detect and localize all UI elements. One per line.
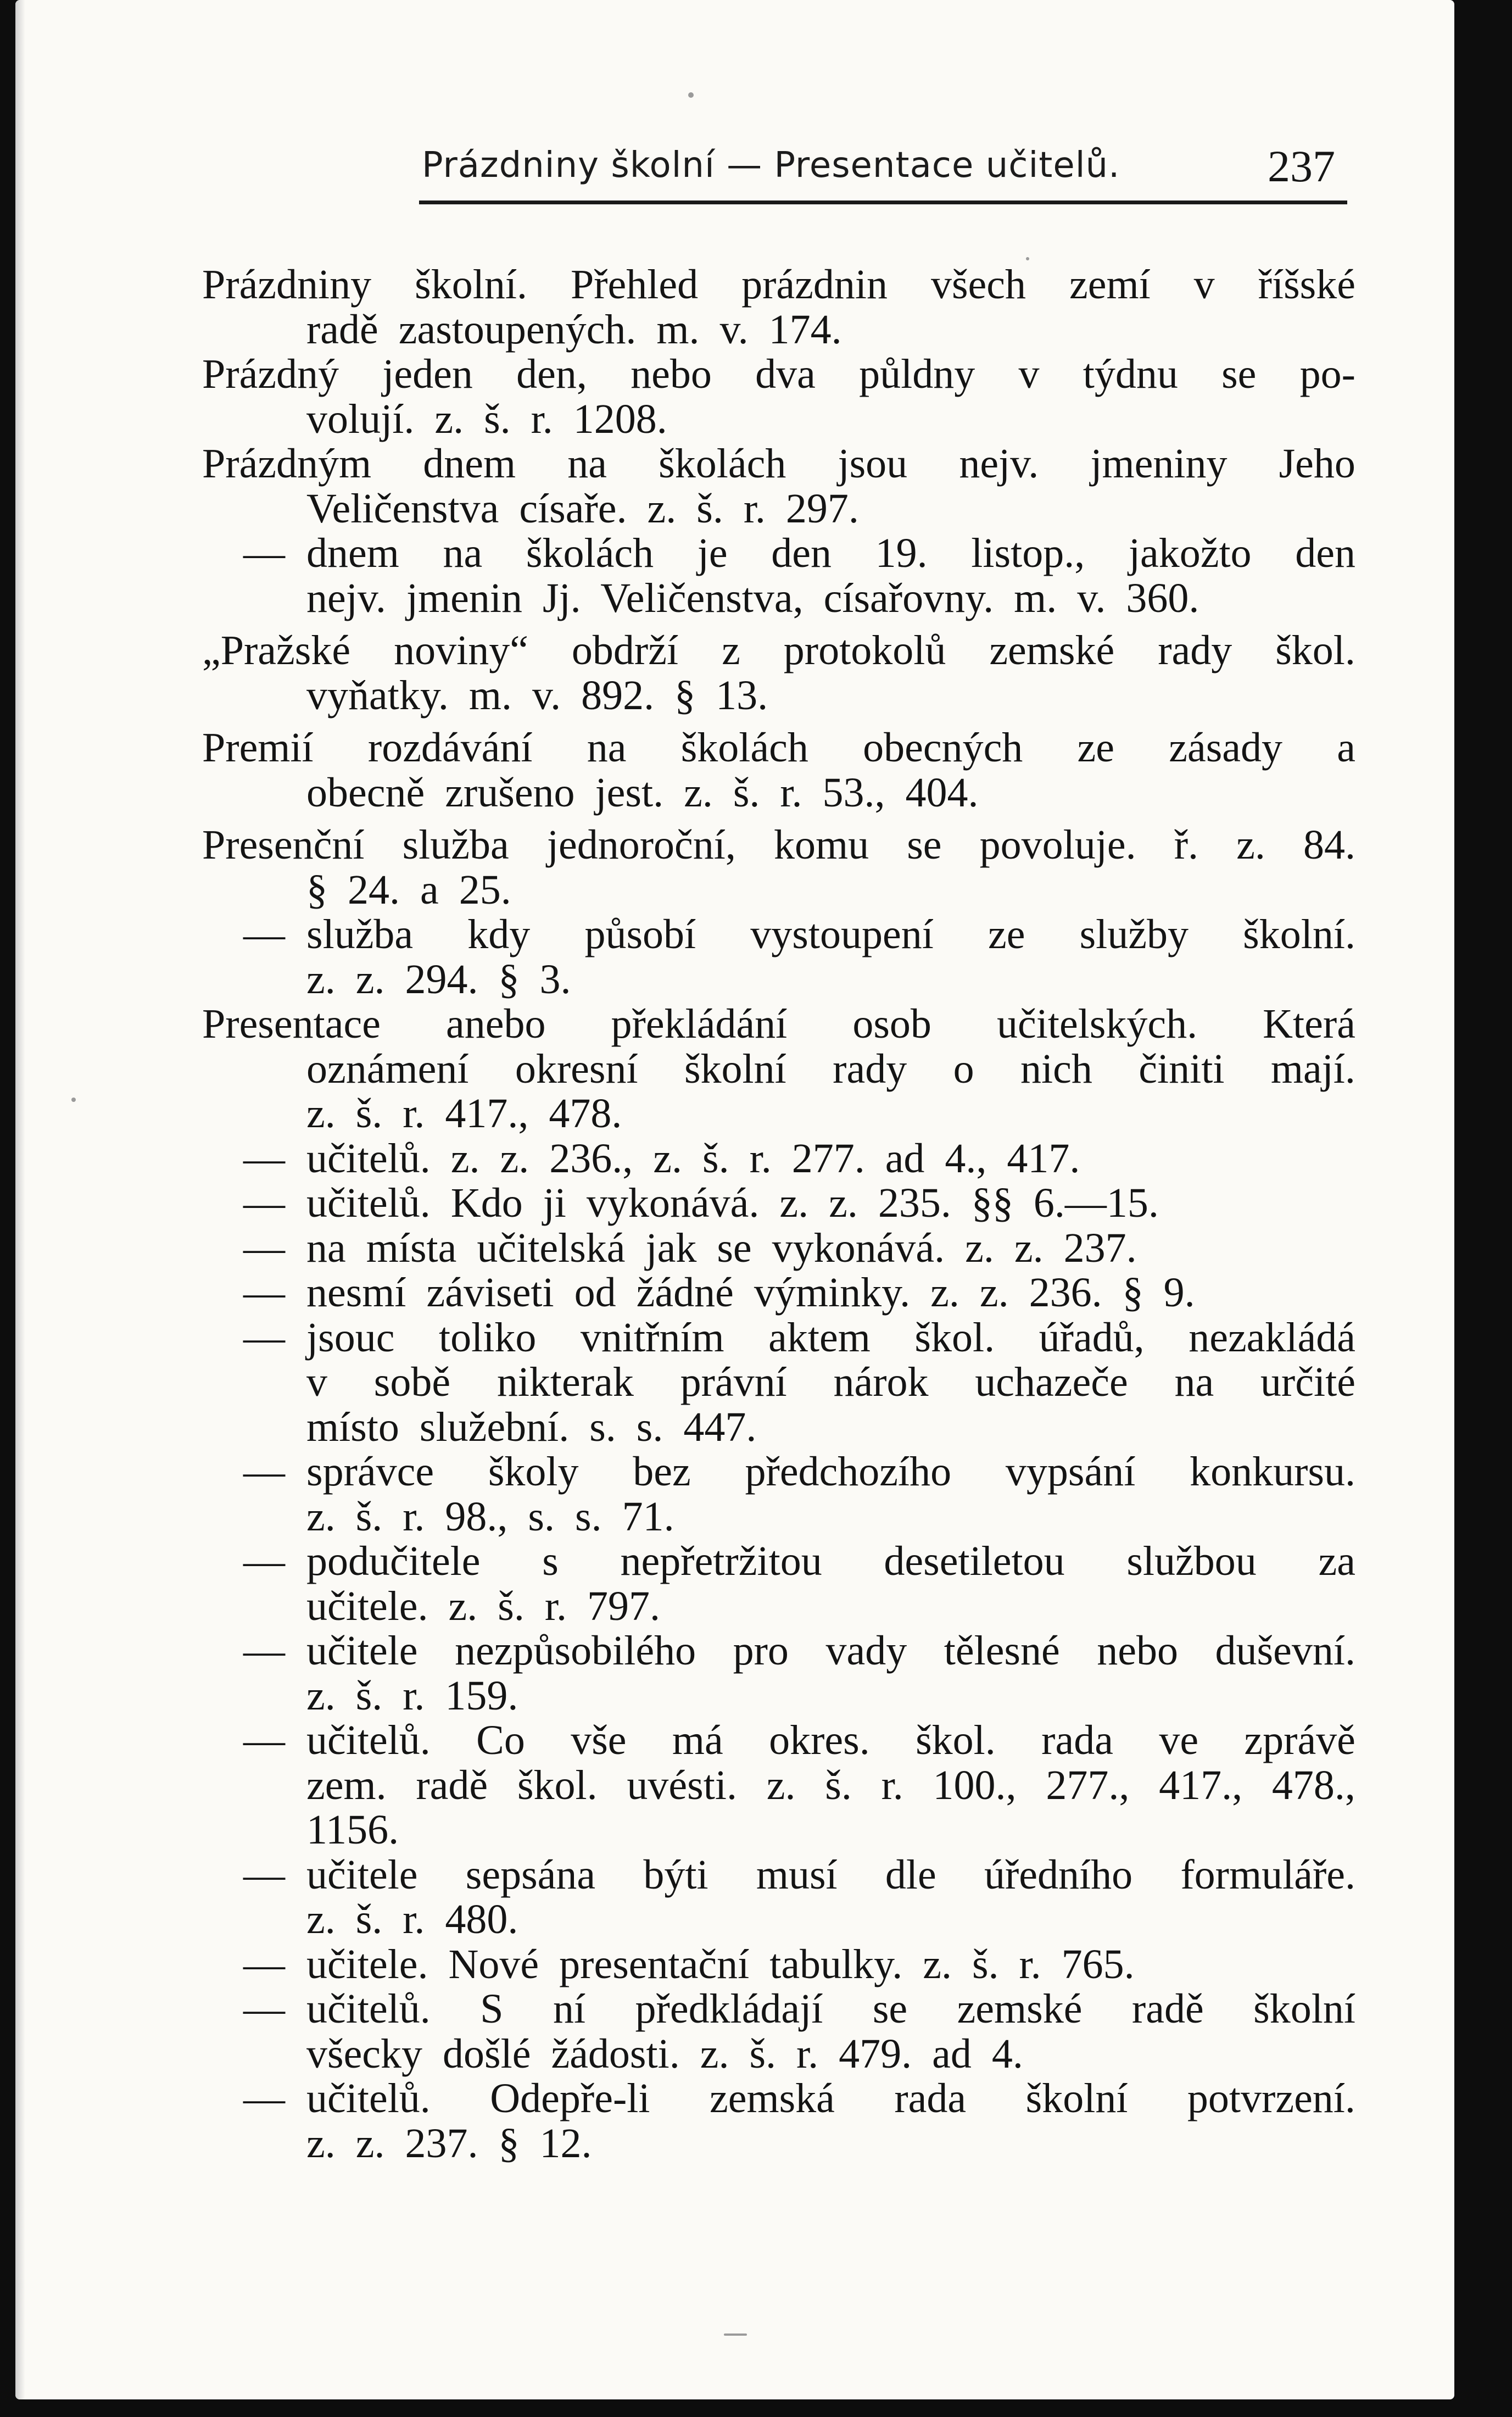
book-page [15,0,1454,2399]
index-entry [202,1137,1355,1182]
index-entry [202,912,1355,1002]
entry-headline: — učitelů. Co vše má okres. škol. rada ve zprávě [243,1717,1355,1763]
entry-headline: — podučitele s nepřetržitou desetiletou službou za [243,1538,1355,1584]
entry-continuation: všecky došlé žádosti. z. š. r. 479. ad 4. [306,2030,1023,2077]
entry-headline: — učitele nezpůsobilého pro vady tělesné nebo duševní. [243,1628,1355,1674]
entry-continuation: z. š. r. 417., 478. [306,1090,622,1137]
index-entry [202,1316,1355,1450]
index-entry [202,1539,1355,1629]
index-entry [202,1987,1355,2076]
entry-headline: Prázdný jeden den, nebo dva půldny v týdnu se po- [202,351,1355,397]
page-number: 237 [1268,141,1335,191]
entry-headline: — jsouc toliko vnitřním aktem škol. úřadů, nezakládá [243,1314,1355,1361]
paper-speck [724,2334,747,2336]
entry-continuation: vyňatky. m. v. 892. § 13. [306,672,768,719]
entry-headline: — učitele sepsána býti musí dle úředního formuláře. [243,1851,1355,1898]
entry-continuation: § 24. a 25. [306,866,511,913]
entry-headline: Prázdniny školní. Přehled prázdnin všech zemí v říšské [202,261,1355,308]
index-entry [202,628,1355,718]
index-entry [202,823,1355,912]
entry-headline: Premií rozdávání na školách obecných ze zásady a [202,725,1355,771]
entry-headline: — učitelů. S ní předkládají se zemské radě školní [243,1986,1355,2032]
running-header: Prázdniny školní — Presentace učitelů. [422,145,1120,186]
em-dash-mark: — [243,911,285,957]
em-dash-mark: — [243,1314,285,1361]
em-dash-mark: — [243,1135,285,1182]
entry-headline: Presentace anebo překládání osob učitelských. Která [202,1001,1355,1047]
entry-continuation: z. š. r. 159. [306,1672,518,1719]
index-entry [202,442,1355,531]
index-entry [202,1718,1355,1853]
entry-continuation: nejv. jmenin Jj. Veličenstva, císařovny. m. v. 360. [306,575,1199,621]
entry-continuation: z. š. r. 480. [306,1896,518,1942]
index-entry [202,2076,1355,2166]
entry-headline: — učitelů. z. z. 236., z. š. r. 277. ad 4., 417. [243,1135,1080,1182]
index-entries [202,263,1355,2166]
entry-continuation: oznámení okresní školní rady o nich činiti mají. [306,1045,1355,1092]
em-dash-mark: — [243,1180,285,1226]
entry-headline: — dnem na školách je den 19. listop., jakožto den [243,530,1355,576]
em-dash-mark: — [243,530,285,576]
em-dash-mark: — [243,1628,285,1674]
paper-speck [1026,257,1029,260]
index-entry [202,1942,1355,1987]
em-dash-mark: — [243,1717,285,1763]
index-entry [202,531,1355,621]
entry-continuation: z. z. 294. § 3. [306,956,571,1003]
header-rule [419,201,1347,204]
em-dash-mark: — [243,1851,285,1898]
entry-continuation: z. z. 237. § 12. [306,2120,592,2167]
entry-continuation: 1156. [306,1807,399,1853]
entry-headline: — nesmí záviseti od žádné výminky. z. z. 236. § 9. [243,1269,1195,1316]
entry-continuation: místo služební. s. s. 447. [306,1404,757,1450]
index-entry [202,1853,1355,1942]
entry-continuation: radě zastoupených. m. v. 174. [306,306,842,353]
em-dash-mark: — [243,1538,285,1584]
entry-headline: — služba kdy působí vystoupení ze služby školní. [243,911,1355,957]
em-dash-mark: — [243,1449,285,1495]
entry-headline: — učitele. Nové presentační tabulky. z. š. r. 765. [243,1941,1135,1987]
entry-continuation: v sobě nikterak právní nárok uchazeče na určité [306,1359,1355,1405]
entry-continuation: Veličenstva císaře. z. š. r. 297. [306,485,859,532]
index-entry [202,1271,1355,1316]
em-dash-mark: — [243,1269,285,1316]
index-entry [202,1629,1355,1718]
index-entry [202,1002,1355,1137]
entry-headline: — na místa učitelská jak se vykonává. z. z. 237. [243,1224,1137,1271]
entry-headline: Prázdným dnem na školách jsou nejv. jmeniny Jeho [202,441,1355,487]
entry-continuation: zem. radě škol. uvésti. z. š. r. 100., 277., 417., 478., [306,1762,1355,1808]
paper-speck [71,1098,76,1102]
entry-continuation: učitele. z. š. r. 797. [306,1583,660,1629]
index-entry [202,1226,1355,1271]
index-entry [202,726,1355,815]
em-dash-mark: — [243,1986,285,2032]
index-entry [202,1181,1355,1226]
index-entry [202,263,1355,352]
entry-continuation: volují. z. š. r. 1208. [306,396,667,442]
page-edge-shadow [15,0,25,2399]
entry-headline: Presenční služba jednoroční, komu se povoluje. ř. z. 84. [202,822,1355,868]
entry-headline: „Pražské noviny“ obdrží z protokolů zemské rady škol. [202,627,1355,673]
em-dash-mark: — [243,1224,285,1271]
paper-speck [688,92,694,98]
entry-continuation: obecně zrušeno jest. z. š. r. 53., 404. [306,769,979,816]
entry-headline: — učitelů. Odepře-li zemská rada školní potvrzení. [243,2075,1355,2121]
entry-headline: — učitelů. Kdo ji vykonává. z. z. 235. §§ 6.—15. [243,1180,1159,1226]
em-dash-mark: — [243,1941,285,1987]
em-dash-mark: — [243,2075,285,2121]
entry-continuation: z. š. r. 98., s. s. 71. [306,1493,674,1540]
entry-headline: — správce školy bez předchozího vypsání konkursu. [243,1449,1355,1495]
index-entry [202,352,1355,442]
index-entry [202,1450,1355,1539]
